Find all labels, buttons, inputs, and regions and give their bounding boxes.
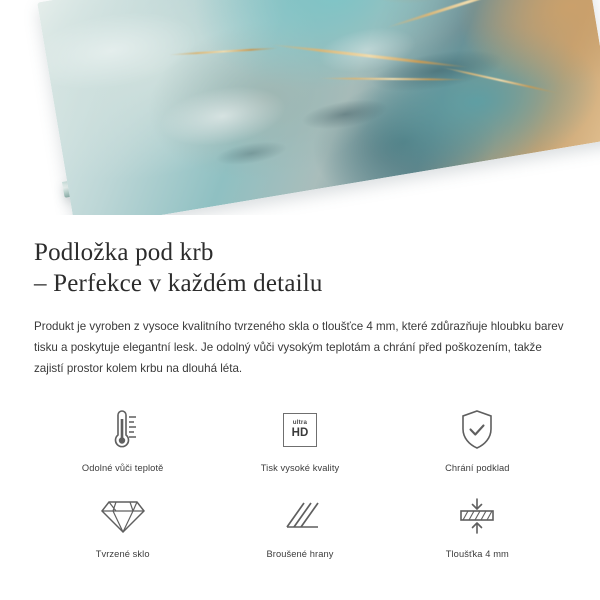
feature-label: Odolné vůči teplotě bbox=[81, 462, 164, 473]
feature-item-temperature bbox=[34, 405, 211, 473]
feature-label: Tisk vysoké kvality bbox=[260, 462, 340, 473]
feature-item-thickness bbox=[389, 491, 566, 559]
hero-image bbox=[0, 0, 600, 215]
feature-item-polished-edges bbox=[211, 491, 388, 559]
feature-label: Broušené hrany bbox=[266, 548, 334, 559]
feature-item-surface-protection bbox=[389, 405, 566, 473]
feature-label: Chrání podklad bbox=[445, 462, 510, 473]
polished-edges-icon bbox=[271, 491, 329, 541]
feature-grid bbox=[34, 405, 566, 559]
shield-check-icon bbox=[448, 405, 506, 455]
thermometer-icon bbox=[94, 405, 152, 455]
title-line-2: – Perfekce v každém detailu bbox=[34, 270, 323, 297]
ultra-hd-icon bbox=[271, 405, 329, 455]
product-description: Produkt je vyroben z vysoce kvalitního tvrzeného skla o tloušťce 4 mm, které zdůrazňuje hloubku barev tisku a poskytuje elegantní lesk. Je odolný vůči vysokým teplotám a chrání před poškozením, takže zajistí prostor kolem krbu na dlouhá léta. bbox=[34, 319, 564, 375]
feature-label: Tloušťka 4 mm bbox=[445, 548, 509, 559]
ultra-hd-top-text: ultra bbox=[292, 419, 308, 427]
sparkle-icon-small bbox=[536, 186, 562, 212]
feature-item-tempered-glass bbox=[34, 491, 211, 559]
diamond-icon bbox=[94, 491, 152, 541]
feature-item-print-quality bbox=[211, 405, 388, 473]
feature-label: Tvrzené sklo bbox=[95, 548, 150, 559]
ultra-hd-bottom-text: HD bbox=[291, 426, 309, 439]
page-title bbox=[34, 237, 566, 299]
content-area bbox=[0, 237, 600, 559]
thickness-4mm-icon bbox=[448, 491, 506, 541]
title-line-1: Podložka pod krb bbox=[34, 239, 214, 266]
